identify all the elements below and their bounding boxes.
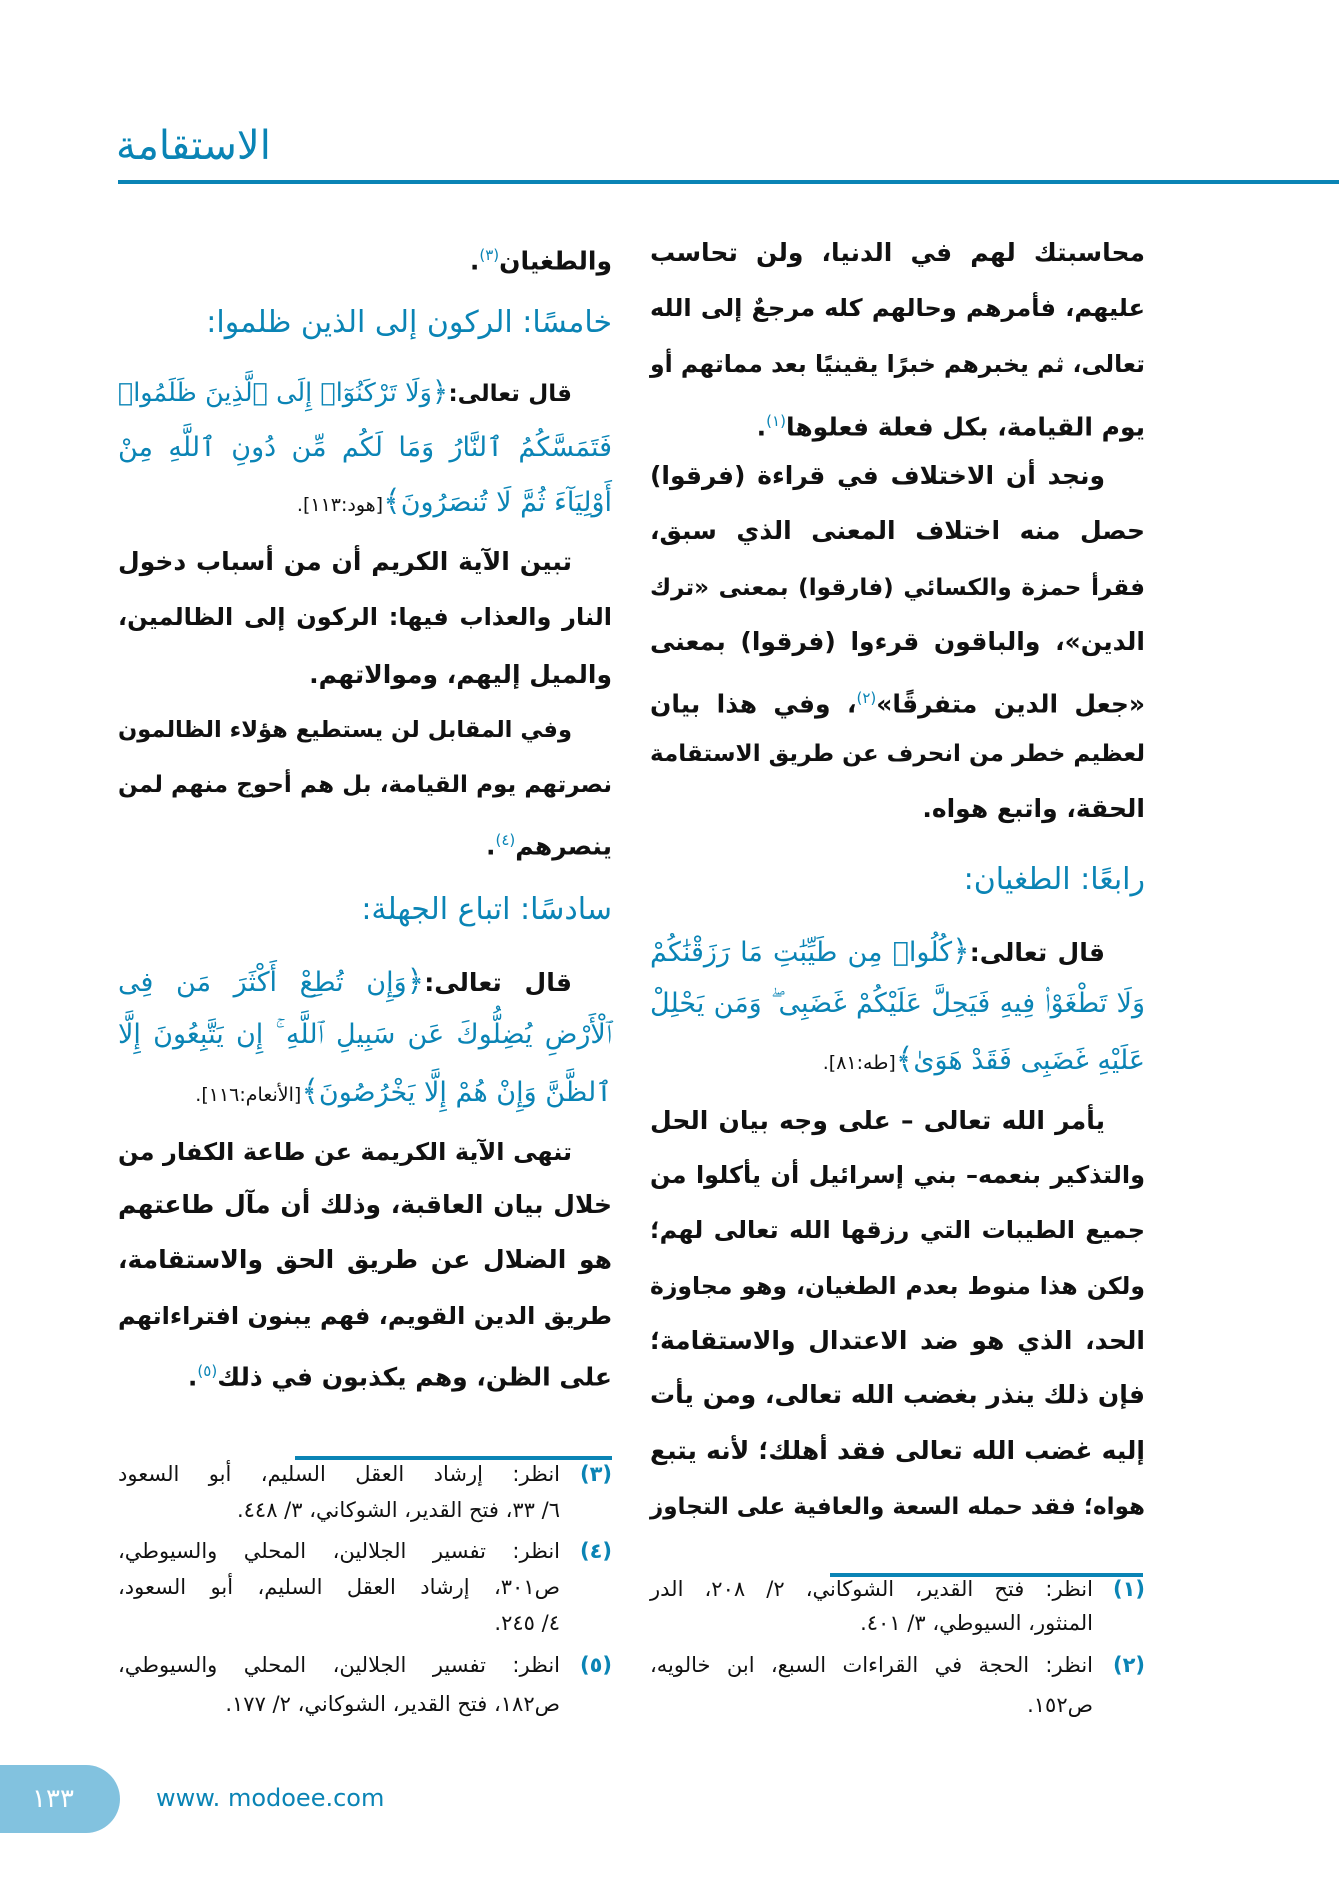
body-text-line bbox=[650, 1478, 1145, 1534]
footnote-line bbox=[118, 1605, 612, 1641]
body-text-line bbox=[118, 1124, 612, 1180]
ornate-bracket-open-icon: ﴿ bbox=[952, 934, 970, 969]
body-text-line bbox=[650, 1147, 1145, 1203]
footnote-line bbox=[118, 1492, 612, 1528]
verse-intro: قال تعالى: bbox=[424, 968, 572, 997]
footnote-separator-right bbox=[830, 1573, 1143, 1577]
footnote-text: ص١٨٢، فتح القدير، الشوكاني، ٢/ ١٧٧. bbox=[225, 1692, 560, 1716]
section-heading bbox=[650, 852, 1145, 908]
page-number-badge bbox=[0, 1765, 120, 1833]
body-text-line bbox=[650, 725, 1145, 781]
line-text: نصرتهم يوم القيامة، بل هم أحوج منهم لمن bbox=[118, 772, 612, 798]
body-text-line bbox=[650, 503, 1145, 559]
footnote-line bbox=[118, 1456, 612, 1492]
line-text: هواه؛ فقد حمله السعة والعافية على التجاوز bbox=[649, 1494, 1145, 1520]
ornate-bracket-open-icon: ﴿ bbox=[431, 375, 449, 408]
line-tail: . bbox=[469, 246, 480, 276]
footnote-text: المنثور، السيوطي، ٣/ ٤٠١. bbox=[860, 1611, 1093, 1635]
line-text: الدين»، والباقون قرءوا (فرقوا) بمعنى bbox=[650, 627, 1145, 656]
line-text: خلال بيان العاقبة، وذلك أن مآل طاعتهم bbox=[118, 1190, 612, 1219]
footnote-text: انظر: تفسير الجلالين، المحلي والسيوطي، bbox=[118, 1653, 560, 1677]
footnote-text: ٦/ ٣٣، فتح القدير، الشوكاني، ٣/ ٤٤٨. bbox=[236, 1498, 560, 1522]
line-text: ونجد أن الاختلاف في قراءة (فرقوا) bbox=[650, 461, 1105, 490]
body-text-line bbox=[650, 1202, 1145, 1258]
body-text-line bbox=[118, 589, 612, 645]
line-text: ينصرهم bbox=[515, 831, 612, 861]
quran-verse-line bbox=[118, 1064, 612, 1120]
line-text: «جعل الدين متفرقًا» bbox=[876, 689, 1145, 719]
footnote-number: (٢) bbox=[1112, 1653, 1145, 1677]
line-tail: . bbox=[756, 412, 767, 442]
line-text: تعالى، ثم يخبرهم خبرًا يقينيًا بعد مماتهم أو bbox=[650, 350, 1145, 378]
line-text: لعظيم خطر من انحرف عن طريق الاستقامة bbox=[650, 741, 1145, 767]
footnote-line bbox=[118, 1533, 612, 1569]
line-text: فقرأ حمزة والكسائي (فارقوا) بمعنى «ترك bbox=[650, 575, 1145, 601]
line-text: على الظن، وهم يكذبون في ذلك bbox=[217, 1362, 612, 1392]
ornate-bracket-close-icon: ﴾ bbox=[895, 1042, 914, 1077]
footnote-number: (٤) bbox=[579, 1539, 612, 1563]
footnote-marker: (٢) bbox=[856, 689, 877, 707]
footnote-text: انظر: الحجة في القراءات السبع، ابن خالويه، bbox=[650, 1653, 1093, 1677]
verse-text: ٱلْأَرْضِ يُضِلُّوكَ عَن سَبِيلِ ٱللَّهِ ۚ إِن يَتَّبِعُونَ إِلَّا bbox=[118, 1019, 612, 1050]
line-text: يوم القيامة، بكل فعلة فعلوها bbox=[785, 412, 1145, 442]
footnote-number: (٣) bbox=[579, 1462, 612, 1486]
line-text: والتذكير بنعمه– بني إسرائيل أن يأكلوا من bbox=[650, 1161, 1145, 1189]
line-text: فإن ذلك ينذر بغضب الله تعالى، ومن يأت bbox=[650, 1380, 1145, 1409]
line-text: عليهم، فأمرهم وحالهم كله مرجعٌ إلى الله bbox=[650, 294, 1145, 322]
line-text: ولكن هذا منوط بعدم الطغيان، وهو مجاوزة bbox=[650, 1272, 1145, 1300]
line-text: الحد، الذي هو ضد الاعتدال والاستقامة؛ bbox=[650, 1326, 1145, 1355]
body-text-line bbox=[650, 448, 1145, 504]
line-text: حصل منه اختلاف المعنى الذي سبق، bbox=[650, 516, 1145, 545]
quran-verse-line bbox=[650, 976, 1145, 1032]
verse-text: ٱلظَّنَّ وَإِنْ هُمْ إِلَّا يَخْرُصُونَ bbox=[318, 1077, 612, 1108]
body-text-line bbox=[118, 812, 612, 868]
body-text-line bbox=[650, 1258, 1145, 1314]
running-header-title: الاستقامة bbox=[116, 123, 271, 169]
body-text-line bbox=[650, 670, 1145, 726]
ornate-bracket-close-icon: ﴾ bbox=[383, 484, 401, 519]
verse-intro: قال تعالى: bbox=[969, 938, 1106, 967]
quran-verse-line bbox=[118, 420, 612, 476]
footnote-text: ٤/ ٢٤٥. bbox=[494, 1611, 560, 1635]
body-text-line bbox=[650, 614, 1145, 670]
line-text: تبين الآية الكريم أن من أسباب دخول bbox=[118, 547, 572, 576]
body-text-line bbox=[650, 1367, 1145, 1423]
body-text-line bbox=[650, 393, 1145, 449]
quran-verse-line bbox=[650, 924, 1145, 980]
body-text-line bbox=[650, 1423, 1145, 1479]
ornate-bracket-open-icon: ﴿ bbox=[406, 964, 425, 999]
line-tail: . bbox=[486, 831, 496, 861]
footnote-text: ص١٥٢. bbox=[1027, 1693, 1093, 1717]
footnote-line bbox=[118, 1647, 612, 1683]
footnote-number: (٥) bbox=[579, 1653, 612, 1677]
verse-text: أَوْلِيَآءَ ثُمَّ لَا تُنصَرُونَ bbox=[400, 487, 612, 518]
website-link[interactable]: www. modoee.com bbox=[156, 1784, 385, 1812]
heading-text: سادسًا: اتباع الجهلة: bbox=[361, 892, 612, 927]
body-text-line bbox=[118, 1288, 612, 1344]
footnote-marker: (١) bbox=[766, 412, 786, 430]
verse-reference: [الأنعام:١١٦]. bbox=[195, 1084, 302, 1106]
line-text: هو الضلال عن طريق الحق والاستقامة، bbox=[118, 1245, 612, 1274]
ornate-bracket-close-icon: ﴾ bbox=[301, 1074, 319, 1109]
body-text-line bbox=[118, 647, 612, 703]
footnote-line bbox=[650, 1687, 1145, 1723]
body-text-line bbox=[650, 280, 1145, 336]
page-number: ١٣٣ bbox=[32, 1784, 74, 1814]
footnote-text: انظر: تفسير الجلالين، المحلي والسيوطي، bbox=[118, 1539, 560, 1563]
verse-text: وَلَا تَرْكَنُوٓا۟ إِلَى ٱلَّذِينَ ظَلَمُوا۟ bbox=[118, 377, 432, 407]
footnote-number: (١) bbox=[1112, 1577, 1145, 1601]
verse-intro: قال تعالى: bbox=[448, 381, 572, 407]
line-text: يأمر الله تعالى – على وجه بيان الحل bbox=[650, 1106, 1105, 1135]
body-text-line bbox=[650, 225, 1145, 281]
line-text: محاسبتك لهم في الدنيا، ولن تحاسب bbox=[650, 238, 1145, 267]
body-text-line bbox=[118, 1343, 612, 1399]
verse-text: كُلُوا۟ مِن طَيِّبَٰتِ مَا رَزَقْنَٰكُمْ bbox=[650, 937, 953, 968]
footnote-marker: (٤) bbox=[495, 831, 516, 849]
section-heading bbox=[118, 295, 612, 351]
section-heading bbox=[118, 882, 612, 938]
line-text: والميل إليهم، وموالاتهم. bbox=[309, 660, 612, 689]
footnote-text: ص٣٠١، إرشاد العقل السليم، أبو السعود، bbox=[118, 1575, 560, 1599]
body-text-line bbox=[118, 534, 612, 590]
footnote-line bbox=[650, 1605, 1145, 1641]
quran-verse-line bbox=[118, 364, 612, 420]
quran-verse-line bbox=[650, 1032, 1145, 1088]
line-text: تنهى الآية الكريمة عن طاعة الكفار من bbox=[118, 1138, 572, 1166]
line-text: الحقة، واتبع هواه. bbox=[922, 794, 1145, 823]
body-text-line bbox=[118, 227, 612, 283]
body-text-line bbox=[118, 1177, 612, 1233]
footnote-line bbox=[650, 1647, 1145, 1683]
verse-text: فَتَمَسَّكُمُ ٱلنَّارُ وَمَا لَكُم مِّن دُونِ ٱللَّهِ مِنْ bbox=[118, 432, 612, 463]
verse-text: وَلَا تَطْغَوْا۟ فِيهِ فَيَحِلَّ عَلَيْكُمْ غَضَبِى ۖ وَمَن يَحْلِلْ bbox=[650, 988, 1145, 1019]
line-text: وفي المقابل لن يستطيع هؤلاء الظالمون bbox=[118, 717, 572, 743]
body-text-line bbox=[118, 1232, 612, 1288]
line-text: جميع الطيبات التي رزقها الله تعالى لهم؛ bbox=[650, 1216, 1145, 1244]
line-text: إليه غضب الله تعالى فقد أهلك؛ لأنه يتبع bbox=[650, 1436, 1145, 1465]
body-text-line bbox=[118, 756, 612, 812]
quran-verse-line bbox=[118, 474, 612, 530]
line-text: والطغيان bbox=[499, 246, 612, 276]
body-text-line bbox=[650, 559, 1145, 615]
quran-verse-line bbox=[118, 1007, 612, 1063]
body-text-line bbox=[650, 1313, 1145, 1369]
header-rule bbox=[118, 180, 1339, 184]
footnote-marker: (٥) bbox=[197, 1362, 218, 1380]
footnote-line bbox=[118, 1686, 612, 1722]
footnote-separator-left bbox=[295, 1456, 612, 1460]
line-tail: ، وفي هذا بيان bbox=[650, 689, 857, 719]
body-text-line bbox=[650, 1093, 1145, 1149]
verse-text: وَإِن تُطِعْ أَكْثَرَ مَن فِى bbox=[118, 967, 407, 998]
footnote-marker: (٣) bbox=[479, 246, 500, 264]
line-text: طريق الدين القويم، فهم يبنون افتراءاتهم bbox=[118, 1302, 612, 1330]
line-text: النار والعذاب فيها: الركون إلى الظالمين، bbox=[118, 603, 612, 631]
verse-reference: [هود:١١٣]. bbox=[296, 494, 384, 516]
footnote-text: انظر: فتح القدير، الشوكاني، ٢/ ٢٠٨، الدر bbox=[650, 1577, 1093, 1601]
heading-text: خامسًا: الركون إلى الذين ظلموا: bbox=[206, 305, 612, 340]
footnote-text: انظر: إرشاد العقل السليم، أبو السعود bbox=[118, 1462, 560, 1486]
verse-text: عَلَيْهِ غَضَبِى فَقَدْ هَوَىٰ bbox=[913, 1045, 1145, 1076]
verse-reference: [طه:٨١]. bbox=[822, 1052, 896, 1074]
heading-text: رابعًا: الطغيان: bbox=[963, 862, 1145, 897]
line-tail: . bbox=[187, 1362, 198, 1392]
footnote-line bbox=[118, 1569, 612, 1605]
body-text-line bbox=[650, 781, 1145, 837]
body-text-line bbox=[118, 702, 612, 758]
quran-verse-line bbox=[118, 954, 612, 1010]
body-text-line bbox=[650, 336, 1145, 392]
